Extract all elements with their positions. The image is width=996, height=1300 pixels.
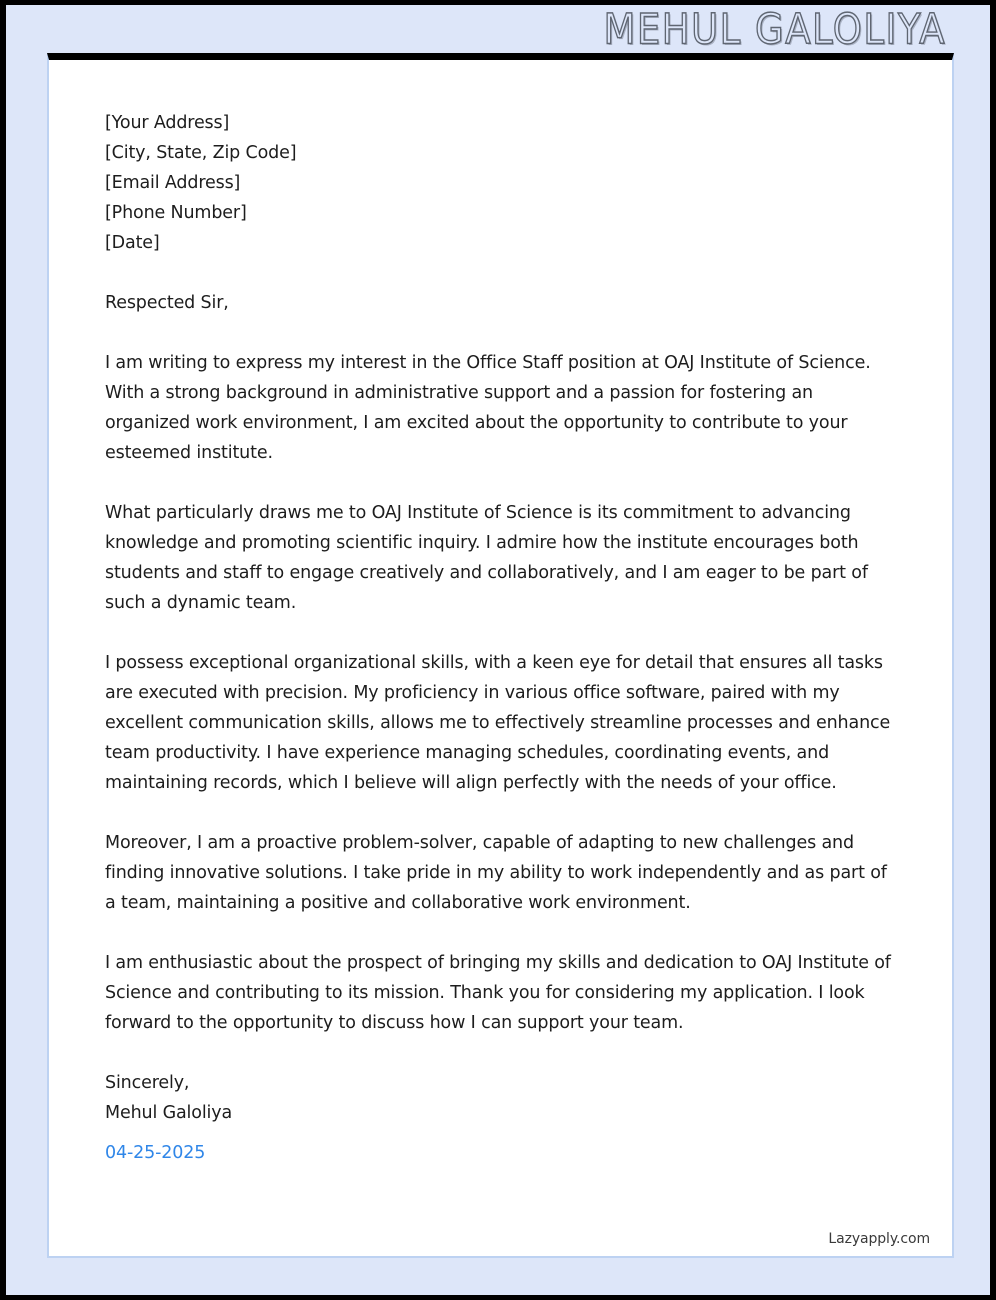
- sign-off: Sincerely,: [105, 1073, 190, 1093]
- page-background: [6, 5, 990, 1295]
- sender-address-block: [105, 108, 901, 258]
- address-line-city-state-zip: [City, State, Zip Code]: [105, 143, 297, 163]
- body-paragraph-5: I am enthusiastic about the prospect of bringing my skills and dedication to OAJ Institute of Science and contributing to its mission. Thank you for considering my application. I look forward to the opportunity to discuss how I can support your team.: [105, 953, 891, 1033]
- address-line-your-address: [Your Address]: [105, 113, 230, 133]
- signature-date: 04-25-2025: [105, 1143, 206, 1163]
- body-paragraph-4: Moreover, I am a proactive problem-solver, capable of adapting to new challenges and finding innovative solutions. I take pride in my ability to work independently and as part of a team, maintaining a positive and collaborative work environment.: [105, 833, 887, 913]
- closing-block: [105, 1068, 901, 1168]
- candidate-name-title: MEHUL GALOLIYA: [603, 4, 946, 54]
- salutation: Respected Sir,: [105, 293, 229, 313]
- signature-name: Mehul Galoliya: [105, 1103, 233, 1123]
- letter-sheet: [47, 53, 954, 1258]
- body-paragraph-3: I possess exceptional organizational skills, with a keen eye for detail that ensures all tasks are executed with precision. My proficiency in various office software, paired with my excellent communication skills, allows me to effectively streamline processes and enhance team productivity. I have experience managing schedules, coordinating events, and maintaining records, which I believe will align perfectly with the needs of your office.: [105, 653, 891, 793]
- address-line-phone: [Phone Number]: [105, 203, 247, 223]
- letter-body: [105, 108, 901, 1168]
- body-paragraph-1: I am writing to express my interest in the Office Staff position at OAJ Institute of Science. With a strong background in administrative support and a passion for fostering an organized work environment, I am excited about the opportunity to contribute to your esteemed institute.: [105, 353, 871, 463]
- footer-watermark: Lazyapply.com: [828, 1231, 930, 1247]
- letterhead-header: [6, 5, 990, 53]
- body-paragraph-2: What particularly draws me to OAJ Institute of Science is its commitment to advancing knowledge and promoting scientific inquiry. I admire how the institute encourages both students and staff to engage creatively and collaboratively, and I am eager to be part of such a dynamic team.: [105, 503, 868, 613]
- address-line-email: [Email Address]: [105, 173, 241, 193]
- address-line-date: [Date]: [105, 233, 160, 253]
